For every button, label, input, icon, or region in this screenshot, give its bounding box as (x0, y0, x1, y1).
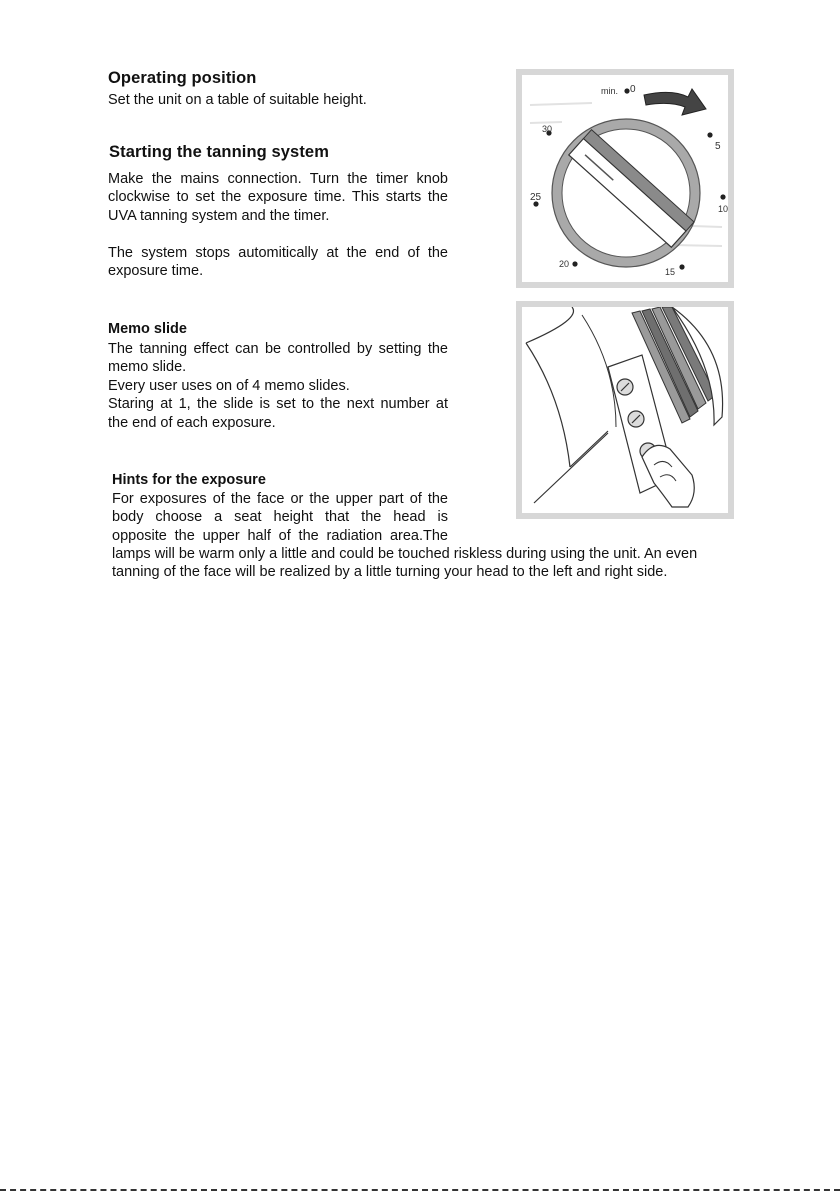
operating-position-heading: Operating position (108, 69, 257, 87)
memo-slide-text (108, 340, 448, 432)
dial-label-30: 30 (542, 124, 553, 134)
text-line: UVA tanning system and the timer. (108, 207, 330, 224)
starting-system-heading: Starting the tanning system (109, 143, 329, 161)
dial-label-20: 20 (559, 259, 570, 269)
text-line: For exposures of the face or the upper part of the (112, 491, 448, 507)
starting-system-paragraph-1 (108, 170, 448, 225)
text-line: tanning of the face will be realized by a little turning your head to the left and right side. (112, 564, 668, 581)
dial-label-0: 0 (630, 84, 636, 95)
dial-label-10: 10 (718, 204, 728, 214)
text-line: Staring at 1, the slide is set to the next number at (108, 396, 448, 413)
dial-label-15: 15 (665, 267, 676, 277)
bottom-dashed-rule (0, 1189, 840, 1191)
text-line: The system stops automitically at the end of the (108, 245, 448, 261)
hints-narrow-text (112, 490, 448, 545)
dial-label-5: 5 (715, 141, 721, 152)
text-line: exposure time. (108, 263, 204, 280)
text-line: body choose a seat height that the head is (112, 509, 448, 526)
text-line: Make the mains connection. Turn the timer knob (108, 171, 448, 187)
dial-label-25: 25 (530, 192, 542, 203)
hints-heading: Hints for the exposure (112, 472, 266, 488)
memo-slide-illustration (522, 307, 728, 513)
timer-dial-figure (516, 69, 734, 288)
dial-label-min: min. (601, 86, 619, 96)
text-line: The tanning effect can be controlled by setting the (108, 341, 448, 357)
text-line: clockwise to set the exposure time. This starts the (108, 189, 448, 206)
starting-system-paragraph-2 (108, 244, 448, 281)
text-line: opposite the upper half of the radiation area.The (112, 527, 448, 544)
text-line: Every user uses on of 4 memo slides. (108, 377, 350, 394)
memo-slide-figure (516, 301, 734, 519)
memo-slide-heading: Memo slide (108, 321, 187, 337)
clockwise-arrow-icon (644, 89, 706, 115)
text-line: memo slide. (108, 359, 187, 376)
text-line: the end of each exposure. (108, 414, 276, 431)
operating-position-text (108, 91, 448, 109)
text-line: Set the unit on a table of suitable height. (108, 92, 367, 108)
timer-dial-illustration (522, 75, 728, 282)
text-line: lamps will be warm only a little and could be touched riskless during using the unit. An even (112, 546, 698, 562)
hints-wide-text (112, 545, 742, 582)
